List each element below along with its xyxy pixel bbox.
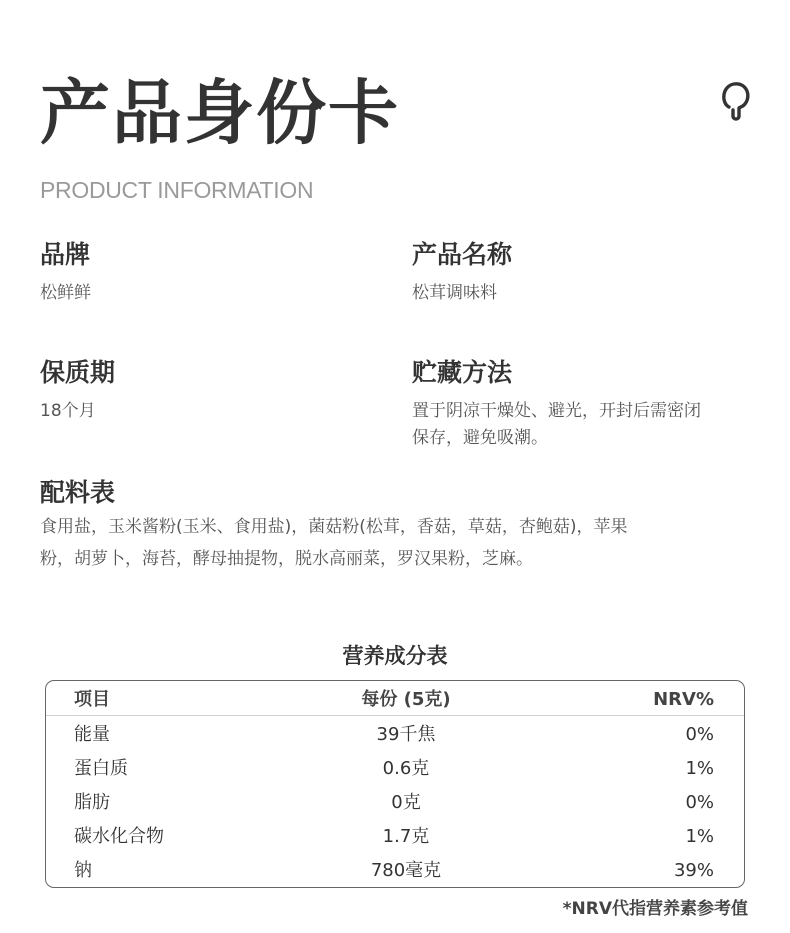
ingredients-label: 配料表 — [40, 478, 116, 507]
header-per-serving: 每份 (5克) — [361, 689, 451, 710]
row-nrv: 1% — [685, 826, 714, 847]
brand-value: 松鲜鲜 — [40, 283, 91, 303]
product-name-value: 松茸调味料 — [412, 283, 497, 303]
storage-line-2: 保存，避免吸潮。 — [412, 428, 548, 449]
row-amount: 0克 — [391, 792, 421, 813]
page-subtitle: PRODUCT INFORMATION — [40, 177, 314, 203]
header-divider — [46, 715, 744, 716]
shelf-life-label: 保质期 — [40, 358, 116, 387]
row-amount: 39千焦 — [376, 724, 436, 745]
storage-section — [412, 358, 701, 452]
table-header-row — [46, 683, 744, 717]
storage-value — [412, 398, 701, 452]
header-item: 项目 — [74, 689, 110, 710]
shelf-life-section — [40, 358, 115, 425]
ingredients-text — [40, 512, 755, 576]
row-item: 碳水化合物 — [74, 826, 164, 847]
ingredients-section — [40, 478, 755, 576]
shelf-life-value: 18个月 — [40, 401, 96, 421]
row-nrv: 0% — [685, 724, 714, 745]
row-nrv: 39% — [673, 860, 714, 881]
table-row — [46, 718, 744, 752]
row-item: 脂肪 — [74, 792, 110, 813]
nrv-footnote: *NRV代指营养素参考值 — [562, 899, 748, 919]
ingredients-line-1: 食用盐，玉米酱粉(玉米、食用盐)，菌菇粉(松茸，香菇，草菇，杏鲍菇)，苹果 — [40, 517, 628, 537]
brand-section — [40, 240, 91, 307]
row-item: 钠 — [74, 860, 92, 881]
product-name-section — [412, 240, 512, 307]
row-amount: 1.7克 — [382, 826, 430, 847]
ingredients-line-2: 粉，胡萝卜，海苔，酵母抽提物，脱水高丽菜，罗汉果粉，芝麻。 — [40, 548, 533, 569]
page-title: 产品身份卡 — [40, 72, 400, 154]
row-amount: 0.6克 — [382, 758, 430, 779]
brand-label: 品牌 — [40, 240, 91, 269]
storage-line-1: 置于阴凉干燥处、避光，开封后需密闭 — [412, 401, 701, 421]
row-nrv: 1% — [685, 758, 714, 779]
table-row — [46, 786, 744, 820]
mushroom-outline-icon — [720, 80, 752, 122]
table-row — [46, 752, 744, 786]
nutrition-title: 营养成分表 — [342, 644, 448, 668]
row-item: 能量 — [74, 724, 110, 745]
header-nrv: NRV% — [653, 689, 714, 710]
table-row — [46, 854, 744, 888]
row-nrv: 0% — [685, 792, 714, 813]
product-name-label: 产品名称 — [412, 240, 513, 269]
row-item: 蛋白质 — [74, 758, 128, 779]
row-amount: 780毫克 — [370, 860, 442, 881]
nutrition-table — [45, 680, 745, 888]
storage-label: 贮藏方法 — [412, 358, 513, 387]
table-row — [46, 820, 744, 854]
